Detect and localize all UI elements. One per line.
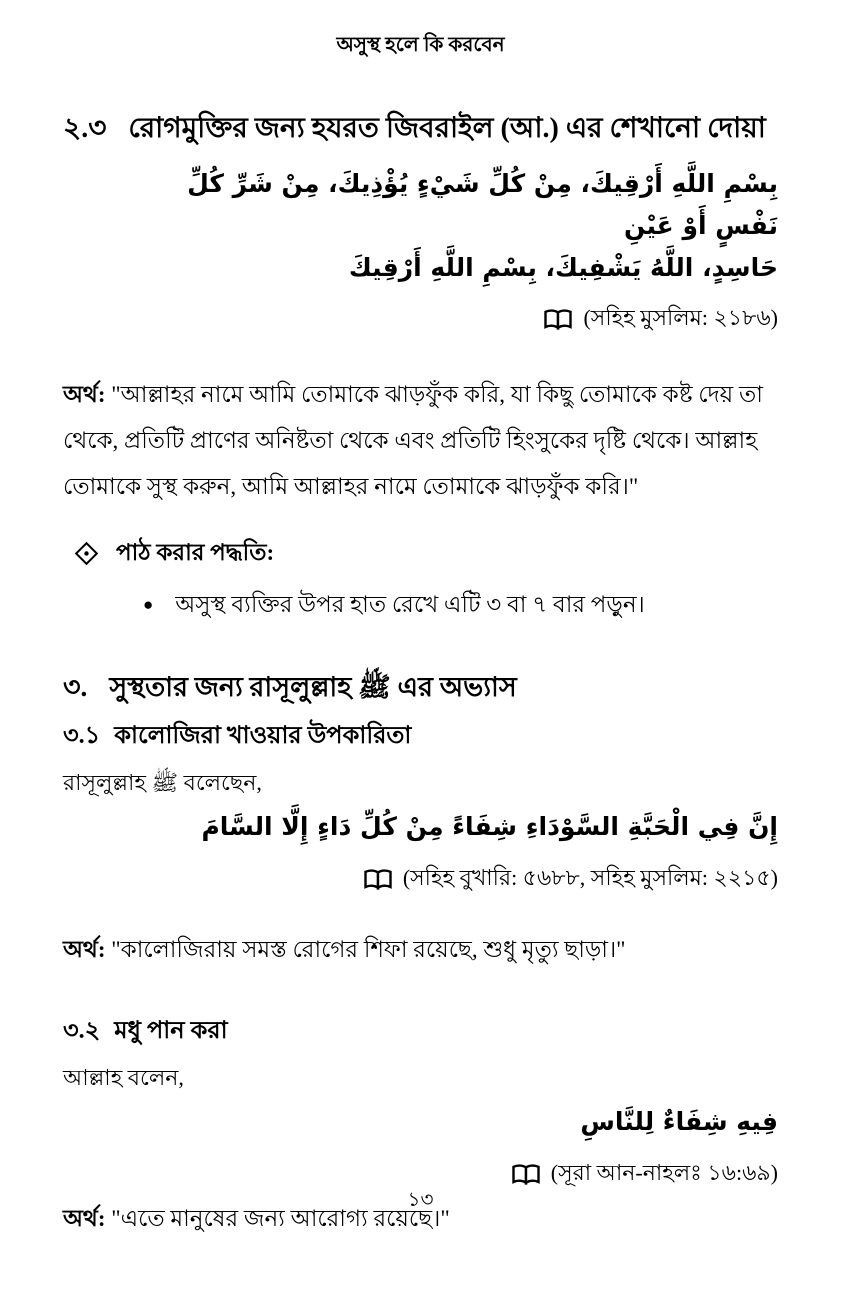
meaning-paragraph [63, 932, 778, 968]
method-heading-row [63, 534, 778, 573]
section-number: ৩.২ [63, 1018, 101, 1044]
hadith-reference: (সহিহ মুসলিম: ২১৮৬) [583, 305, 778, 330]
hadith-reference: (সহিহ বুখারি: ৫৬৮৮, সহিহ মুসলিম: ২২১৫) [402, 865, 778, 890]
quran-intro-line: আল্লাহ বলেন, [63, 1065, 184, 1090]
meaning-text: "এতে মানুষের জন্য আরোগ্য রয়েছে।" [111, 1206, 450, 1231]
meaning-label: অর্থ: [63, 937, 106, 962]
running-header: অসুস্থ হলে কি করবেন [336, 34, 505, 56]
section-number: ৩.১ [63, 723, 101, 749]
open-book-icon [511, 1163, 541, 1186]
arabic-line-2: حَاسِدٍ، اللَّهُ يَشْفِيكَ، بِسْمِ اللَّهِ أَرْقِيكَ [348, 253, 778, 282]
quran-reference: (সূরা আন-নাহলঃ ১৬:৬৯) [550, 1160, 778, 1185]
section-number: ২.৩ [63, 113, 107, 144]
section-title: কালোজিরা খাওয়ার উপকারিতা [114, 723, 412, 749]
diamond-bullet-icon [73, 540, 100, 567]
method-heading: পাঠ করার পদ্ধতি: [116, 540, 275, 565]
section-title: সুস্থতার জন্য রাসূলুল্লাহ ﷺ এর অভ্যাস [109, 672, 517, 702]
page-number: ১৩ [407, 1189, 434, 1211]
meaning-text: "কালোজিরায় সমস্ত রোগের শিফা রয়েছে, শুধু মৃত্যু ছাড়া।" [111, 937, 626, 962]
arabic-dua-text [63, 163, 778, 289]
section-2-3-heading [63, 111, 778, 147]
section-3-1-heading [63, 719, 778, 753]
method-bullet-text: অসুস্থ ব্যক্তির উপর হাত রেখে এটি ৩ বা ৭ বার পড়ুন। [175, 592, 645, 617]
method-bullet-item [63, 589, 778, 621]
section-title: রোগমুক্তির জন্য হযরত জিবরাইল (আ.) এর শেখানো দোয়া [128, 113, 766, 144]
section-3-heading [63, 669, 778, 705]
hadith-reference-row [63, 861, 778, 898]
meaning-text: "আল্লাহর নামে আমি তোমাকে ঝাড়ফুঁক করি, যা কিছু তোমাকে কষ্ট দেয় তা থেকে, প্রতিটি প্রাণের অনিষ্টতা থেকে এবং প্রতিটি হিংসুকের দৃষ্টি থেকে। আল্লাহ তোমাকে সুস্থ করুন, আমি আল্লাহর নামে তোমাকে ঝাড়ফুঁক করি।" [63, 382, 763, 499]
meaning-paragraph [63, 372, 778, 510]
hadith-intro-line: রাসূলুল্লাহ ﷺ বলেছেন, [63, 770, 262, 795]
arabic-quran-text: فِيهِ شِفَاءٌ لِلنَّاسِ [580, 1107, 778, 1136]
arabic-line-1: بِسْمِ اللَّهِ أَرْقِيكَ، مِنْ كُلِّ شَيْءٍ يُؤْذِيكَ، مِنْ شَرِّ كُلِّ نَفْسٍ أَوْ عَيْنِ [187, 169, 778, 240]
arabic-hadith-text: إِنَّ فِي الْحَبَّةِ السَّوْدَاءِ شِفَاءً مِنْ كُلِّ دَاءٍ إِلَّا السَّامَ [201, 812, 778, 841]
section-3-2-heading [63, 1014, 778, 1048]
open-book-icon [363, 868, 393, 891]
meaning-label: অর্থ: [63, 382, 106, 407]
section-number: ৩. [63, 672, 88, 702]
hadith-reference-row [63, 301, 778, 338]
meaning-label: অর্থ: [63, 1206, 106, 1231]
section-title: মধু পান করা [114, 1018, 228, 1044]
bullet-icon: ● [143, 595, 154, 614]
open-book-icon [543, 308, 573, 331]
